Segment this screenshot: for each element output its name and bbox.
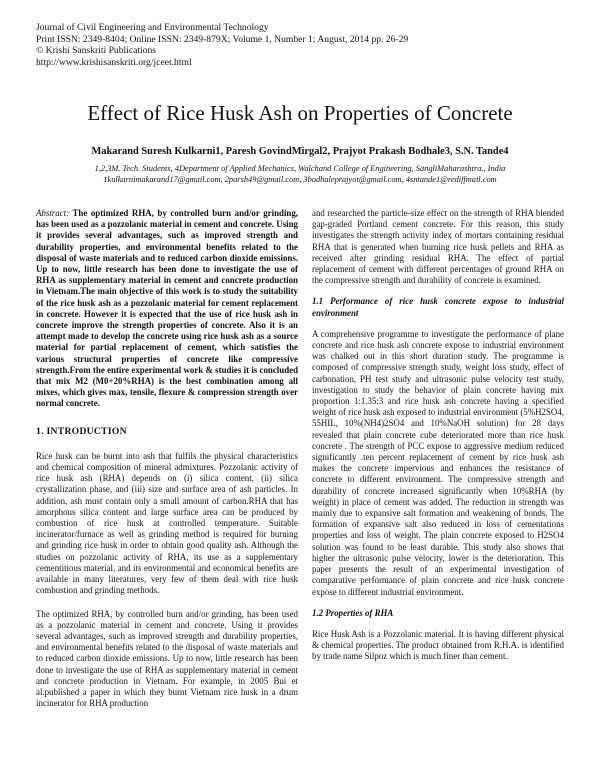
abstract-text: The optimized RHA, by controlled burn and/or grinding, has been used as a pozzolanic material in cement and concrete. Using it provides several advantages, such as improved strength and durability properties, and environmental benefits related to the disposal of waste materials and to reduced carbon dioxide emissions. Up to now, little research has been done to investigate the use of RHA as supplementary material in cement and concrete production in Vietnam.The main objective of this work is to study the suitability of the rice husk ash as a pozzolanic material for cement replacement in concrete. However it is expected that the use of rice husk ash in concrete improve the strength properties of concrete. Also it is an attempt made to develop the concrete using rice husk ash as a source material for partial replacement of cement, which satisfies the various structural properties of concrete like compressive strength.From the entire experimental work & studies it is concluded that mix M2 (M0+20%RHA) is the best combination among all mixes, which gives max, tensile, flexure & compression strength over normal concrete. [36, 208, 298, 409]
affiliation-line: 1,2,3M. Tech. Students, 4Department of Applied Mechanics, Walchand College of Engineering, SangliMaharashtra., India [94, 164, 506, 173]
author-emails: 1kulkarnimakarand17@gmail.com, 2parsh49@gmail.com, 3bodhaleprajyot@gmail.com, 4sntande1@rediffmail.com [103, 175, 497, 184]
abstract [36, 208, 298, 410]
affiliation-block [0, 163, 600, 185]
abstract-label: Abstract: [36, 208, 70, 218]
section-heading-introduction: 1. INTRODUCTION [36, 425, 127, 437]
issn-line: Print ISSN: 2349-8404; Online ISSN: 2349-879X; Volume 1, Number 1; August, 2014 pp. 26-29 [36, 33, 409, 45]
right-column [312, 208, 564, 663]
journal-name: Journal of Civil Engineering and Environmental Technology [36, 22, 269, 33]
intro-paragraph-2: The optimized RHA, by controlled burn and/or grinding, has been used as a pozzolanic material in cement and concrete. Using it provides several advantages, such as improved strength and durability properties, and environmental benefits related to the disposal of waste materials and to reduced carbon dioxide emissions. Up to now, little research has been done to investigate the use of RHA as supplementary material in cement and concrete production in Vietnam. For example, in 2005 Bui et al.published a paper in which they burnt Vietnam rice husk in a drum incinerator for RHA production [36, 608, 298, 709]
intro-paragraph-continued: and researched the particle-size effect on the strength of RHA blended gap-graded Portland cement concrete. For this reason, this study investigates the strength activity index of mortars containing residual RHA that is generated when burning rice husk pellets and RHA as received after grinding residual RHA. The effect of partial replacement of cement with different percentages of ground RHA on the compressive strength and durability of concrete is examined. [312, 208, 564, 286]
performance-paragraph: A comprehensive programme to investigate the performance of plane concrete and rice husk ash concrete expose to industrial environment was chalked out in this short duration study. The programme is composed of compressive strength study, weight loss study, effect of carbonation, PH test study and ultrasonic pulse velocity test study, investigation to study the behavior of plain concrete having mix proportion 1:1.35:3 and rice husk ash concrete having a specified weight of rice husk ash exposed to industrial environment (5%H2SO4, 55HIL, 10%(NH4)2SO4 and 10%NaOH solution) for 28 days revealed that plain concrete cube deteriorated more than rice husk concrete . The strength of PCC expose to aggressive medium reduced significantly .ten percent replacement of cement by rice husk ash makes the concrete impervious and enhances the resistance of concrete to different environment. The compressive strength and durability of concrete increased significantly when 10%RHA (by weight) in place of cement was added. The reduction in strength was mainly due to expansive salt formation and weakening of bonds. The formation of expansive salt also reduced in loss of cementations properties and loss of weight. The plain concrete exposed to H2SO4 solution was found to be least durable. This study also shows that higher the ultrasonic pulse velocity, lower is the deterioration. This paper presents the result of an experimental investigation of comparative performance of plain concrete and rice husk concrete expose to different industrial environment. [312, 328, 564, 597]
journal-url[interactable]: http://www.krishisanskriti.org/jceet.html [36, 56, 192, 68]
intro-paragraph-1: Rice husk can be burnt into ash that fulfils the physical characteristics and chemical composition of mineral admixtures. Pozzolanic activity of rice husk ash (RHA) depends on (i) silica content, (ii) silica crystallization phase, and (iii) size and surface area of ash particles. In addition, ash must contain only a small amount of carbon.RHA that has amorphous silica content and large surface area can be produced by combustion of rice husk at controlled temperature. Suitable incinerator/furnace as well as grinding method is required for burning and grinding rice husk in order to obtain good quality ash. Although the studies on pozzolanic activity of RHA, its use as a supplementary cementitious material, and its environmental and economical benefits are available in many literatures, very few of them deal with rice husk combustion and grinding methods. [36, 450, 298, 596]
paper-title: Effect of Rice Husk Ash on Properties of Concrete [87, 101, 513, 125]
journal-header [36, 22, 408, 68]
subsection-heading-performance: 1.1 Performance of rice husk concrete expose to industrial environment [312, 296, 564, 318]
properties-paragraph: Rice Husk Ash is a Pozzolanic material. It is having different physical & chemical properties. The product obtained from R.H.A. is identified by trade name Silpoz which is much finer than cement. [312, 628, 564, 662]
publisher-line: © Krishi Sanskriti Publications [36, 45, 157, 57]
author-list: Makarand Suresh Kulkarni1, Paresh GovindMirgal2, Prajyot Prakash Bodhale3, S.N. Tande4 [91, 146, 509, 157]
subsection-heading-properties: 1.2 Properties of RHA [312, 607, 394, 618]
left-column [36, 208, 298, 709]
